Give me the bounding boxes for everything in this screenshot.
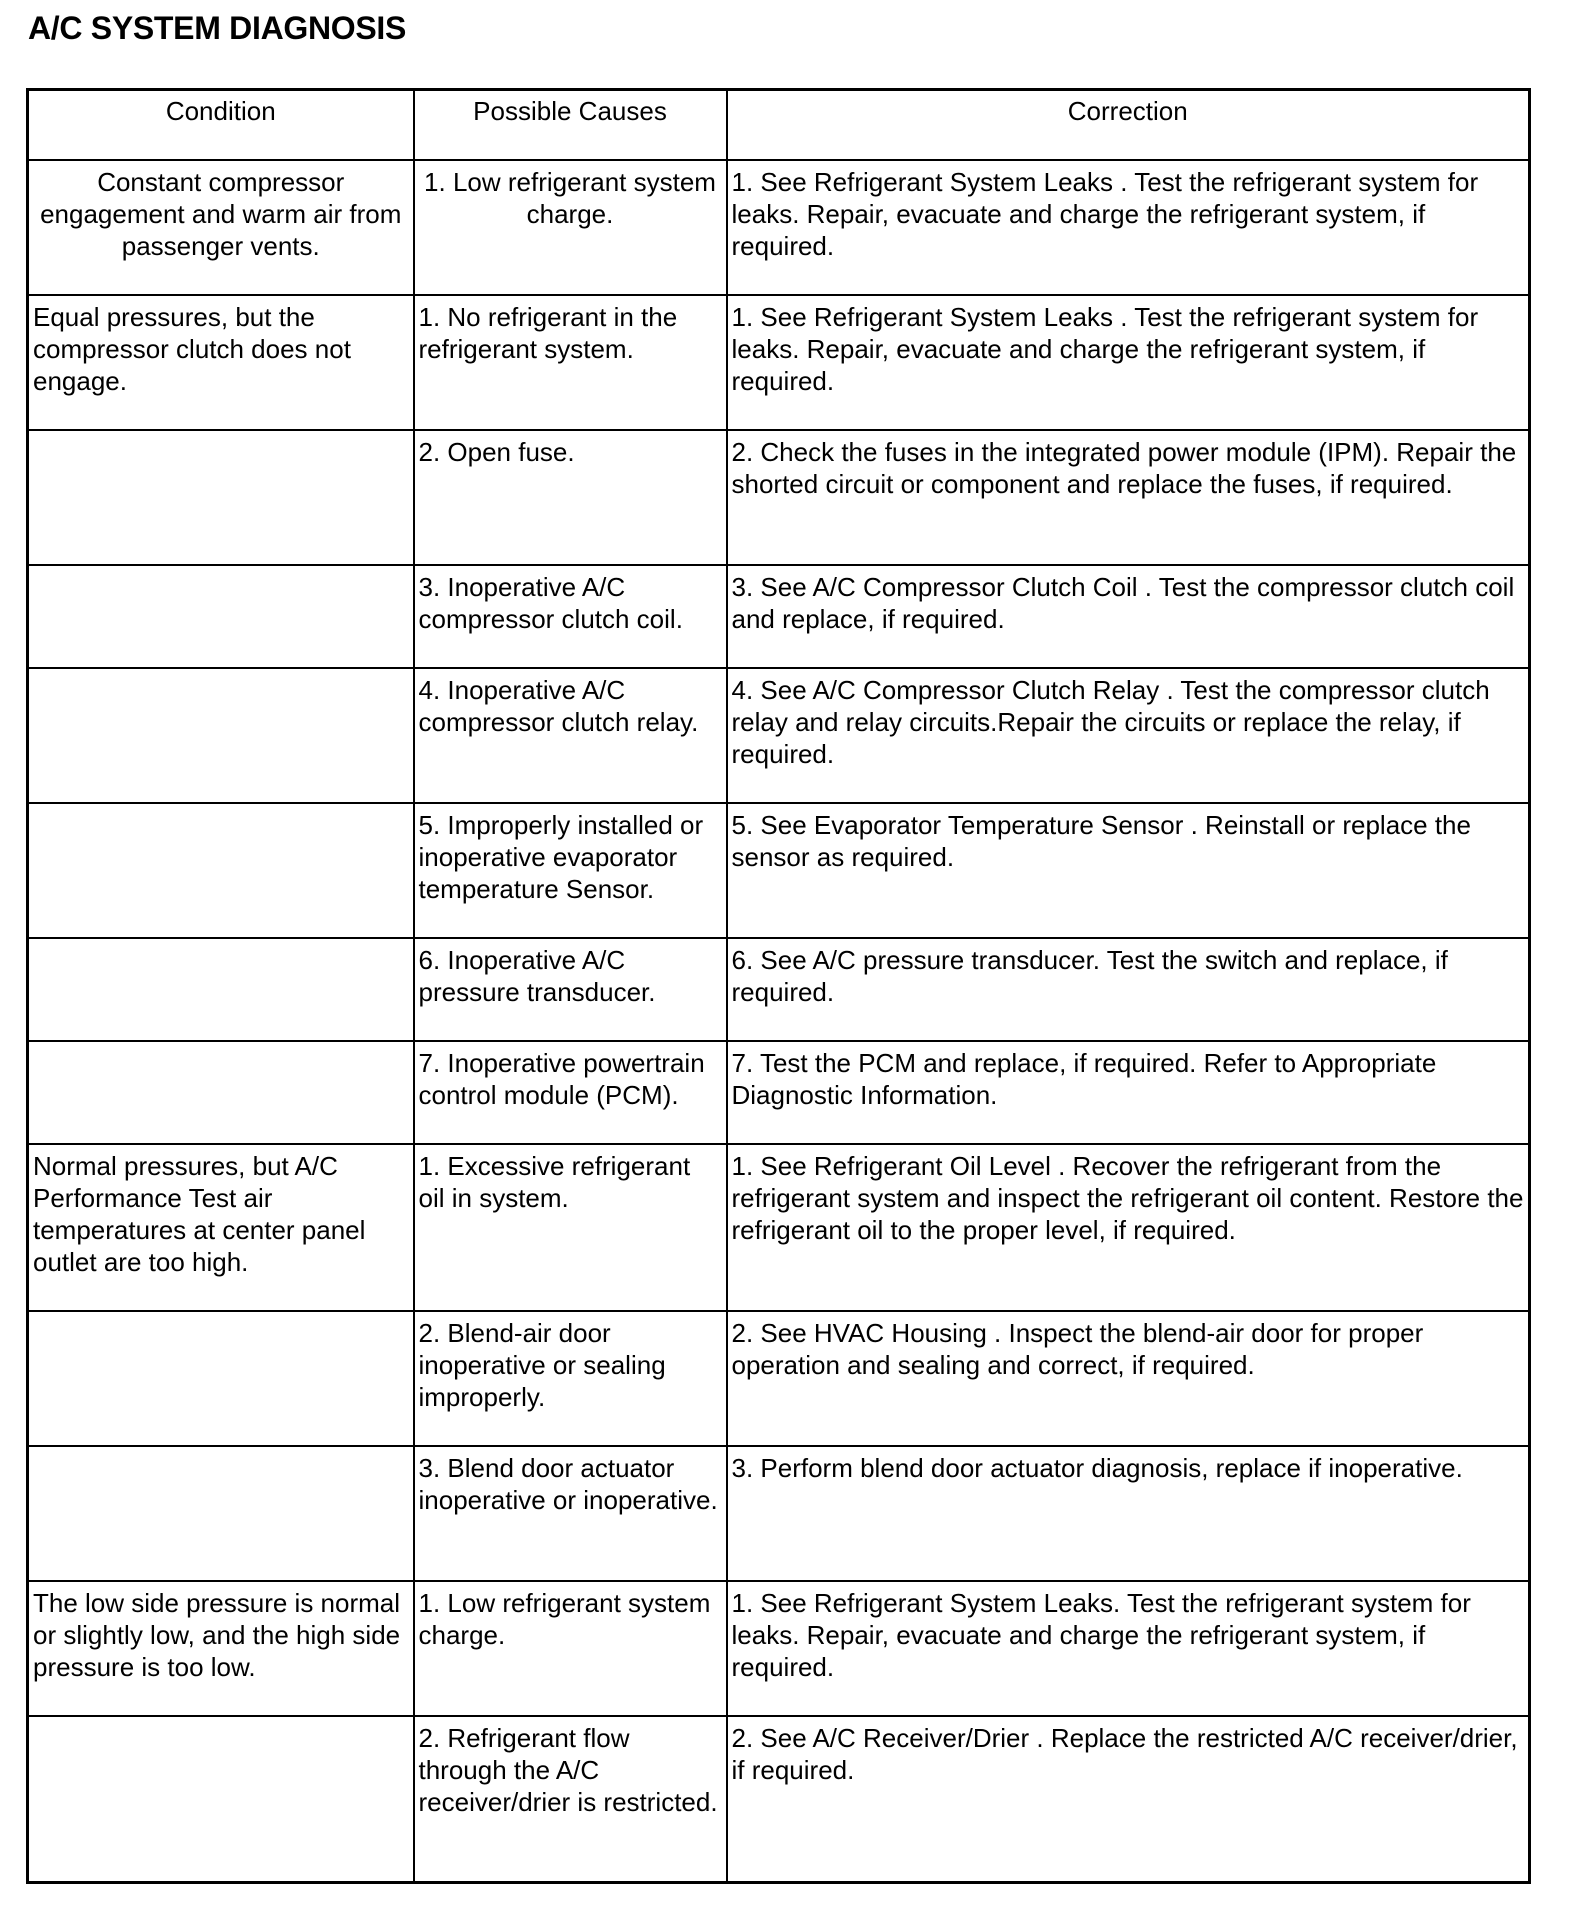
- correction-cell: 4. See A/C Compressor Clutch Relay . Test the compressor clutch relay and relay circuits.Repair the circuits or replace the relay, if required.: [727, 668, 1530, 803]
- table-row: [28, 1446, 1530, 1581]
- condition-cell: Equal pressures, but the compressor clutch does not engage.: [28, 295, 414, 430]
- condition-cell: [28, 803, 414, 938]
- cause-cell: 7. Inoperative powertrain control module (PCM).: [414, 1041, 727, 1144]
- table-row: [28, 938, 1530, 1041]
- cause-cell: 2. Open fuse.: [414, 430, 727, 565]
- cause-cell: 1. Low refrigerant system charge.: [414, 1581, 727, 1716]
- column-header-correction: Correction: [727, 90, 1530, 160]
- table-row: [28, 1311, 1530, 1446]
- correction-cell: 3. See A/C Compressor Clutch Coil . Test the compressor clutch coil and replace, if required.: [727, 565, 1530, 668]
- diagnosis-table: [26, 88, 1531, 1884]
- table-row: [28, 160, 1530, 295]
- cause-cell: 5. Improperly installed or inoperative evaporator temperature Sensor.: [414, 803, 727, 938]
- table-row: [28, 1716, 1530, 1883]
- table-row: [28, 668, 1530, 803]
- correction-cell: 1. See Refrigerant System Leaks . Test the refrigerant system for leaks. Repair, evacuate and charge the refrigerant system, if required.: [727, 160, 1530, 295]
- column-header-possible-causes: Possible Causes: [414, 90, 727, 160]
- cause-cell: 1. No refrigerant in the refrigerant system.: [414, 295, 727, 430]
- correction-cell: 1. See Refrigerant System Leaks . Test the refrigerant system for leaks. Repair, evacuate and charge the refrigerant system, if required.: [727, 295, 1530, 430]
- condition-cell: [28, 1311, 414, 1446]
- page-title: A/C SYSTEM DIAGNOSIS: [28, 10, 407, 46]
- condition-cell: [28, 430, 414, 565]
- cause-cell: 4. Inoperative A/C compressor clutch relay.: [414, 668, 727, 803]
- condition-cell: [28, 668, 414, 803]
- cause-cell: 1. Low refrigerant system charge.: [414, 160, 727, 295]
- condition-cell: [28, 1446, 414, 1581]
- cause-cell: 6. Inoperative A/C pressure transducer.: [414, 938, 727, 1041]
- condition-cell: [28, 565, 414, 668]
- condition-cell: The low side pressure is normal or slightly low, and the high side pressure is too low.: [28, 1581, 414, 1716]
- condition-cell: [28, 1041, 414, 1144]
- cause-cell: 3. Inoperative A/C compressor clutch coil.: [414, 565, 727, 668]
- correction-cell: 5. See Evaporator Temperature Sensor . Reinstall or replace the sensor as required.: [727, 803, 1530, 938]
- table-row: [28, 565, 1530, 668]
- cause-cell: 2. Blend-air door inoperative or sealing improperly.: [414, 1311, 727, 1446]
- correction-cell: 7. Test the PCM and replace, if required. Refer to Appropriate Diagnostic Information.: [727, 1041, 1530, 1144]
- table-row: [28, 1144, 1530, 1311]
- correction-cell: 2. See A/C Receiver/Drier . Replace the restricted A/C receiver/drier, if required.: [727, 1716, 1530, 1883]
- table-row: [28, 430, 1530, 565]
- correction-cell: 6. See A/C pressure transducer. Test the switch and replace, if required.: [727, 938, 1530, 1041]
- condition-cell: [28, 1716, 414, 1883]
- condition-cell: [28, 938, 414, 1041]
- table-header-row: [28, 90, 1530, 160]
- correction-cell: 1. See Refrigerant Oil Level . Recover the refrigerant from the refrigerant system and inspect the refrigerant oil content. Restore the refrigerant oil to the proper level, if required.: [727, 1144, 1530, 1311]
- correction-cell: 3. Perform blend door actuator diagnosis, replace if inoperative.: [727, 1446, 1530, 1581]
- cause-cell: 3. Blend door actuator inoperative or inoperative.: [414, 1446, 727, 1581]
- cause-cell: 2. Refrigerant flow through the A/C receiver/drier is restricted.: [414, 1716, 727, 1883]
- table-row: [28, 295, 1530, 430]
- column-header-condition: Condition: [28, 90, 414, 160]
- table-row: [28, 1041, 1530, 1144]
- table-row: [28, 803, 1530, 938]
- correction-cell: 1. See Refrigerant System Leaks. Test the refrigerant system for leaks. Repair, evacuate and charge the refrigerant system, if required.: [727, 1581, 1530, 1716]
- correction-cell: 2. Check the fuses in the integrated power module (IPM). Repair the shorted circuit or component and replace the fuses, if required.: [727, 430, 1530, 565]
- cause-cell: 1. Excessive refrigerant oil in system.: [414, 1144, 727, 1311]
- correction-cell: 2. See HVAC Housing . Inspect the blend-air door for proper operation and sealing and correct, if required.: [727, 1311, 1530, 1446]
- condition-cell: Constant compressor engagement and warm air from passenger vents.: [28, 160, 414, 295]
- table-row: [28, 1581, 1530, 1716]
- condition-cell: Normal pressures, but A/C Performance Test air temperatures at center panel outlet are too high.: [28, 1144, 414, 1311]
